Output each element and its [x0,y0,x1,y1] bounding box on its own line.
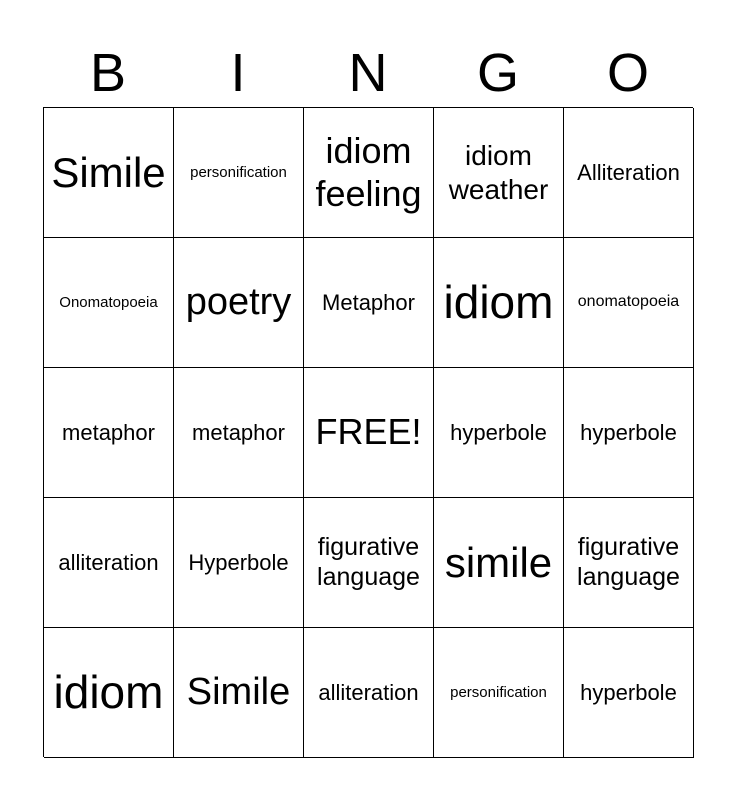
cell-text: hyperbole [580,679,677,705]
header-letter-o: O [606,43,649,103]
bingo-cell-r1c5[interactable] [564,108,694,238]
cell-text: idiom [443,276,554,329]
bingo-cell-r3c1[interactable] [44,368,174,498]
bingo-cell-r3c5[interactable] [564,368,694,498]
cell-text: Onomatopoeia [59,293,158,311]
bingo-cell-r5c4[interactable] [434,628,564,758]
header-letter-n: N [348,43,388,103]
cell-text: metaphor [192,419,285,445]
bingo-cell-r4c5[interactable] [564,498,694,628]
cell-text: poetry [185,281,292,324]
bingo-cell-r4c2[interactable] [174,498,304,628]
bingo-cell-r2c3[interactable] [304,238,434,368]
cell-text: idiom [53,666,164,719]
bingo-card [43,107,693,757]
cell-text: Hyperbole [188,549,289,575]
cell-text: hyperbole [450,419,547,445]
bingo-cell-r2c1[interactable] [44,238,174,368]
cell-text: onomatopoeia [577,293,680,311]
bingo-cell-r2c4[interactable] [434,238,564,368]
free-space: FREE! [315,411,422,453]
cell-text: Simile [186,671,291,714]
bingo-cell-r3c4[interactable] [434,368,564,498]
cell-text: personification [190,163,287,181]
bingo-cell-r3c2[interactable] [174,368,304,498]
bingo-cell-r1c2[interactable] [174,108,304,238]
bingo-header [43,38,693,108]
bingo-cell-r1c4[interactable] [434,108,564,238]
header-letter-i: I [230,43,246,103]
cell-text: hyperbole [580,419,677,445]
bingo-cell-r3c3[interactable] [304,368,434,498]
cell-text: idiom weather [448,140,549,205]
bingo-cell-r2c5[interactable] [564,238,694,368]
bingo-cell-r5c2[interactable] [174,628,304,758]
header-letter-b: B [89,43,127,103]
cell-text: Alliteration [577,159,680,185]
bingo-cell-r5c1[interactable] [44,628,174,758]
cell-text: idiom feeling [315,130,422,214]
cell-text: simile [444,538,553,586]
bingo-cell-r4c4[interactable] [434,498,564,628]
cell-text: Simile [51,148,166,196]
bingo-cell-r5c5[interactable] [564,628,694,758]
cell-text: figurative language [317,533,420,591]
bingo-cell-r1c1[interactable] [44,108,174,238]
cell-text: personification [450,683,547,701]
header-letter-g: G [476,43,519,103]
bingo-cell-r5c3[interactable] [304,628,434,758]
cell-text: metaphor [62,419,155,445]
cell-text: figurative language [577,533,680,591]
cell-text: alliteration [318,679,419,705]
bingo-cell-r1c3[interactable] [304,108,434,238]
bingo-cell-r4c3[interactable] [304,498,434,628]
cell-text: Metaphor [322,289,415,315]
bingo-cell-r4c1[interactable] [44,498,174,628]
bingo-cell-r2c2[interactable] [174,238,304,368]
cell-text: alliteration [58,549,159,575]
